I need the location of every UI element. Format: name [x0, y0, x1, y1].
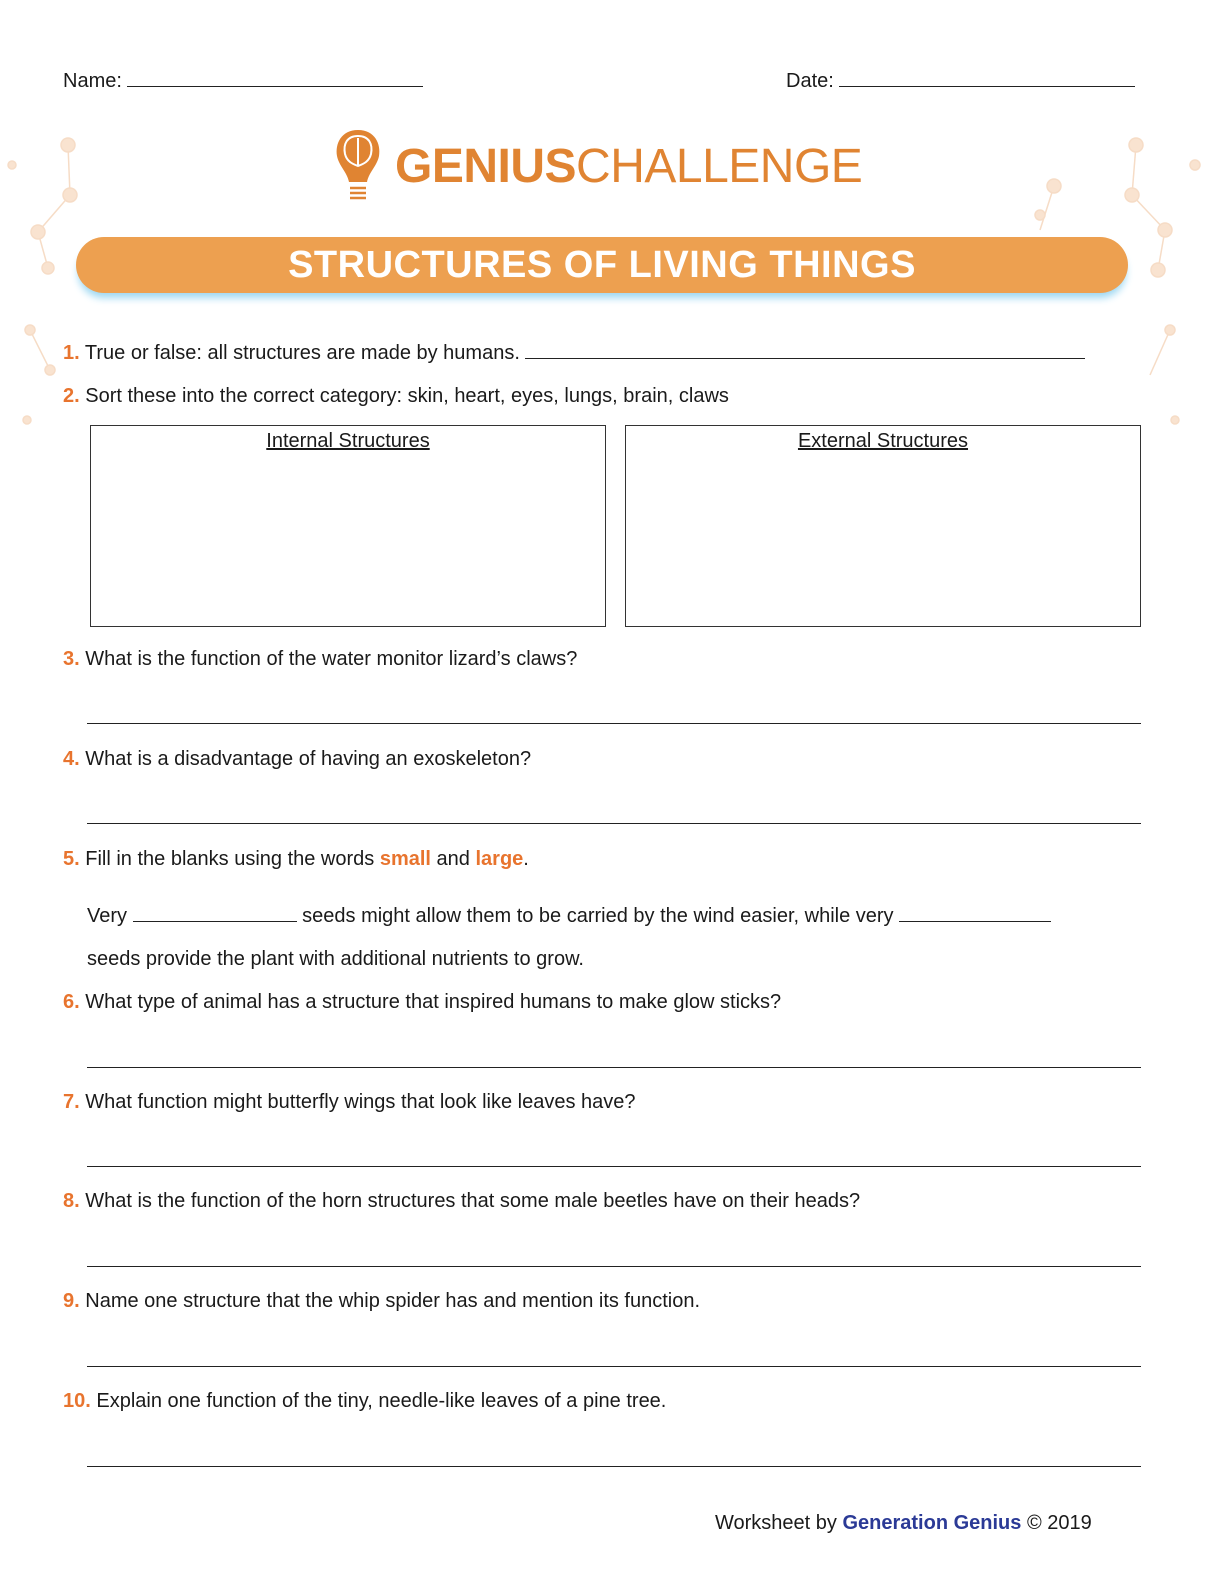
question-4: 4. What is a disadvantage of having an exoskeleton?: [63, 748, 532, 770]
answer-line[interactable]: [87, 823, 1141, 824]
logo-challenge: CHALLENGE: [576, 139, 863, 193]
name-blank[interactable]: [127, 68, 423, 87]
answer-line[interactable]: [87, 1067, 1141, 1068]
question-3: 3. What is the function of the water monitor lizard’s claws?: [63, 648, 578, 670]
internal-structures-label: Internal Structures: [266, 430, 430, 452]
question-5: 5. Fill in the blanks using the words small and large.: [63, 848, 529, 870]
answer-line[interactable]: [87, 1366, 1141, 1367]
footer-credit: Worksheet by Generation Genius © 2019: [715, 1512, 1092, 1534]
question-6: 6. What type of animal has a structure that inspired humans to make glow sticks?: [63, 991, 782, 1013]
fill-blank-sentence: Very seeds might allow them to be carried by the wind easier, while very: [87, 903, 1051, 928]
lightbulb-brain-icon: [333, 126, 383, 206]
question-10: 10. Explain one function of the tiny, needle-like leaves of a pine tree.: [63, 1390, 667, 1412]
date-field[interactable]: [786, 68, 1135, 93]
external-structures-label: External Structures: [797, 430, 969, 452]
external-structures-box[interactable]: [625, 425, 1141, 627]
question-2: 2. Sort these into the correct category: skin, heart, eyes, lungs, brain, claws: [63, 385, 729, 407]
date-blank[interactable]: [839, 68, 1135, 87]
word-small: small: [379, 848, 431, 870]
fill-blank-sentence-end: seeds provide the plant with additional nutrients to grow.: [87, 948, 584, 970]
question-8: 8. What is the function of the horn structures that some male beetles have on their heads?: [63, 1190, 861, 1212]
name-field[interactable]: [63, 68, 423, 93]
page-title: STRUCTURES OF LIVING THINGS: [288, 243, 916, 286]
question-9: 9. Name one structure that the whip spider has and mention its function.: [63, 1290, 701, 1312]
title-banner: [76, 237, 1128, 293]
generation-genius-link[interactable]: Generation Genius: [842, 1512, 1022, 1534]
internal-structures-box[interactable]: [90, 425, 606, 627]
word-large: large: [475, 848, 524, 870]
logo-genius: GENIUS: [395, 139, 577, 193]
answer-line[interactable]: [87, 1466, 1141, 1467]
fill-blank-1[interactable]: [133, 903, 297, 922]
question-7: 7. What function might butterfly wings that look like leaves have?: [63, 1091, 636, 1113]
answer-line[interactable]: [87, 1166, 1141, 1167]
date-label: Date:: [786, 70, 834, 92]
name-label: Name:: [63, 70, 122, 92]
answer-blank[interactable]: [525, 340, 1085, 359]
genius-challenge-logo: [333, 126, 862, 206]
answer-line[interactable]: [87, 1266, 1141, 1267]
question-1: 1. True or false: all structures are made by humans.: [63, 340, 1085, 365]
answer-line[interactable]: [87, 723, 1141, 724]
fill-blank-2[interactable]: [899, 903, 1051, 922]
